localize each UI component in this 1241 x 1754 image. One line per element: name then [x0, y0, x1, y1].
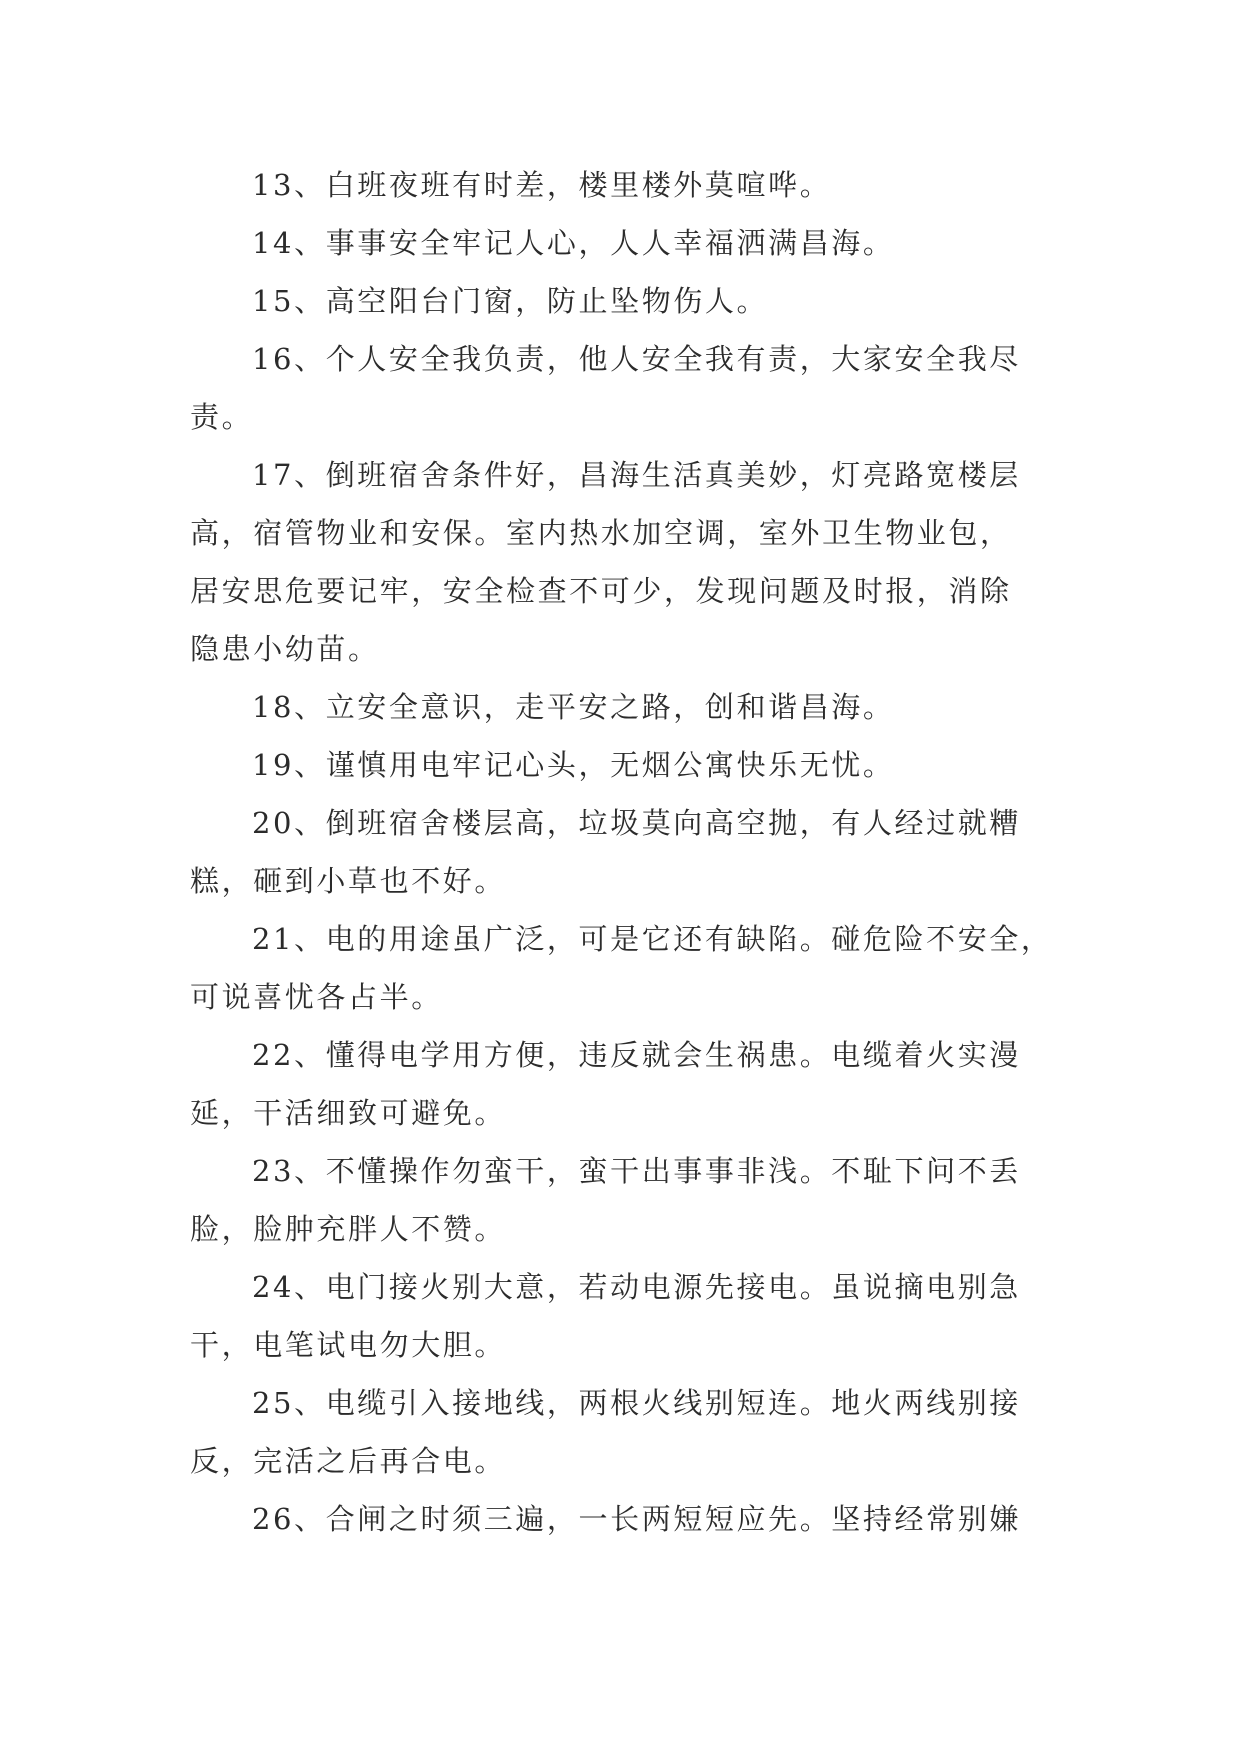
- text-line: 19、谨慎用电牢记心头，无烟公寓快乐无忧。: [252, 748, 895, 782]
- text-line: 脸，脸肿充胖人不赞。: [190, 1212, 507, 1246]
- text-line: 21、电的用途虽广泛，可是它还有缺陷。碰危险不安全，: [252, 922, 1053, 956]
- text-line: 15、高空阳台门窗，防止坠物伤人。: [252, 284, 769, 318]
- text-line: 23、不懂操作勿蛮干，蛮干出事事非浅。不耻下问不丢: [252, 1154, 1021, 1188]
- text-line: 20、倒班宿舍楼层高，垃圾莫向高空抛，有人经过就糟: [252, 806, 1021, 840]
- text-line: 隐患小幼苗。: [190, 632, 380, 666]
- text-line: 25、电缆引入接地线，两根火线别短连。地火两线别接: [252, 1386, 1021, 1420]
- text-line: 24、电门接火别大意，若动电源先接电。虽说摘电别急: [252, 1270, 1021, 1304]
- text-line: 糕，砸到小草也不好。: [190, 864, 507, 898]
- text-line: 反，完活之后再合电。: [190, 1444, 507, 1478]
- text-line: 26、合闸之时须三遍，一长两短短应先。坚持经常别嫌: [252, 1502, 1021, 1536]
- document-body: [190, 156, 1060, 1548]
- text-line: 干，电笔试电勿大胆。: [190, 1328, 507, 1362]
- text-line: 责。: [190, 400, 254, 434]
- text-line: 居安思危要记牢，安全检查不可少，发现问题及时报，消除: [190, 574, 1012, 608]
- text-line: 18、立安全意识，走平安之路，创和谐昌海。: [252, 690, 895, 724]
- text-line: 13、白班夜班有时差，楼里楼外莫喧哗。: [252, 168, 832, 202]
- text-line: 22、懂得电学用方便，违反就会生祸患。电缆着火实漫: [252, 1038, 1021, 1072]
- text-line: 14、事事安全牢记人心，人人幸福洒满昌海。: [252, 226, 895, 260]
- text-line: 延，干活细致可避免。: [190, 1096, 507, 1130]
- text-line: 可说喜忧各占半。: [190, 980, 443, 1014]
- text-line: 16、个人安全我负责，他人安全我有责，大家安全我尽: [252, 342, 1021, 376]
- text-line: 高，宿管物业和安保。室内热水加空调，室外卫生物业包，: [190, 516, 1012, 550]
- text-line: 17、倒班宿舍条件好，昌海生活真美妙，灯亮路宽楼层: [252, 458, 1021, 492]
